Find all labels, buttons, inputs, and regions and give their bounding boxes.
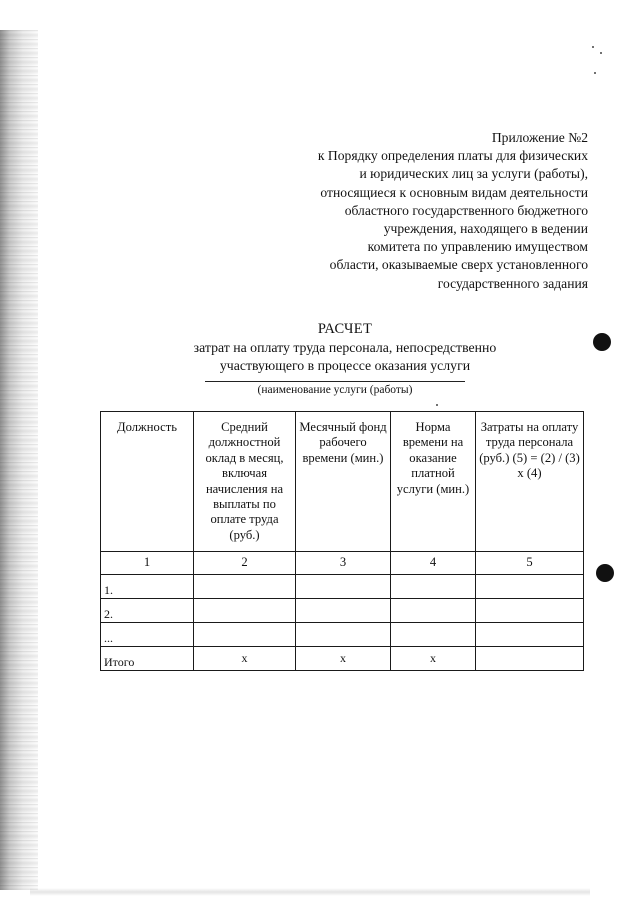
table-number-row bbox=[101, 552, 584, 575]
table-header-row bbox=[101, 412, 584, 552]
table-cell bbox=[296, 599, 391, 623]
header-work-time: Месячный фонд рабочего времени (мин.) bbox=[296, 412, 391, 552]
table-total-row bbox=[101, 647, 584, 671]
table-cell: ... bbox=[101, 623, 194, 647]
scan-bottom-edge bbox=[30, 888, 590, 896]
appendix-line: и юридических лиц за услуги (работы), bbox=[359, 166, 588, 182]
table-cell: 1. bbox=[101, 575, 194, 599]
document-title: РАСЧЕТ bbox=[317, 321, 373, 337]
appendix-line: государственного задания bbox=[437, 275, 588, 291]
header-cost: Затраты на оплату труда персонала (руб.) (5) = (2) / (3) х (4) bbox=[476, 412, 584, 552]
column-number: 2 bbox=[194, 552, 296, 575]
scan-speck bbox=[594, 72, 596, 74]
appendix-title: Приложение №2 bbox=[491, 130, 588, 145]
table-row bbox=[101, 599, 584, 623]
header-salary: Средний должностной оклад в месяц, включая начисления на выплаты по оплате труда (руб.) bbox=[194, 412, 296, 552]
table-cell bbox=[296, 575, 391, 599]
table-cell bbox=[476, 575, 584, 599]
appendix-line: комитета по управлению имуществом bbox=[367, 239, 588, 255]
document-heading bbox=[150, 320, 540, 376]
total-label: Итого bbox=[101, 647, 194, 671]
service-name-underline bbox=[205, 381, 465, 382]
table-cell: х bbox=[391, 647, 476, 671]
cost-table bbox=[100, 411, 584, 671]
table-cell bbox=[194, 575, 296, 599]
column-number: 3 bbox=[296, 552, 391, 575]
heading-line-2: участвующего в процессе оказания услуги bbox=[219, 358, 471, 373]
scan-shadow-edge bbox=[0, 30, 38, 890]
column-number: 5 bbox=[476, 552, 584, 575]
appendix-line: учреждения, находящего в ведении bbox=[383, 221, 588, 237]
appendix-line: к Порядку определения платы для физических bbox=[317, 148, 588, 164]
table-cell: 2. bbox=[101, 599, 194, 623]
appendix-line: относящиеся к основным видам деятельности bbox=[320, 184, 588, 200]
table-cell bbox=[194, 599, 296, 623]
table-row bbox=[101, 575, 584, 599]
table-cell bbox=[476, 623, 584, 647]
table-row bbox=[101, 623, 584, 647]
appendix-line: области, оказываемые сверх установленного bbox=[329, 257, 588, 273]
table-cell bbox=[391, 599, 476, 623]
table-cell bbox=[391, 575, 476, 599]
scan-speck bbox=[592, 46, 594, 48]
table-cell bbox=[476, 647, 584, 671]
header-position: Должность bbox=[101, 412, 194, 552]
table-cell bbox=[391, 623, 476, 647]
column-number: 4 bbox=[391, 552, 476, 575]
heading-line-1: затрат на оплату труда персонала, непосредственно bbox=[193, 339, 497, 355]
header-time-norm: Норма времени на оказание платной услуги (мин.) bbox=[391, 412, 476, 552]
table-cell bbox=[476, 599, 584, 623]
table-cell bbox=[296, 623, 391, 647]
service-name-caption: (наименование услуги (работы) bbox=[257, 384, 413, 396]
punch-hole-top bbox=[593, 333, 611, 351]
appendix-block bbox=[248, 129, 588, 293]
table-cell bbox=[194, 623, 296, 647]
punch-hole-bottom bbox=[596, 564, 614, 582]
table-cell: х bbox=[194, 647, 296, 671]
table-cell: х bbox=[296, 647, 391, 671]
appendix-line: областного государственного бюджетного bbox=[344, 202, 588, 218]
scan-speck bbox=[600, 52, 602, 54]
column-number: 1 bbox=[101, 552, 194, 575]
scan-speck bbox=[436, 404, 438, 406]
